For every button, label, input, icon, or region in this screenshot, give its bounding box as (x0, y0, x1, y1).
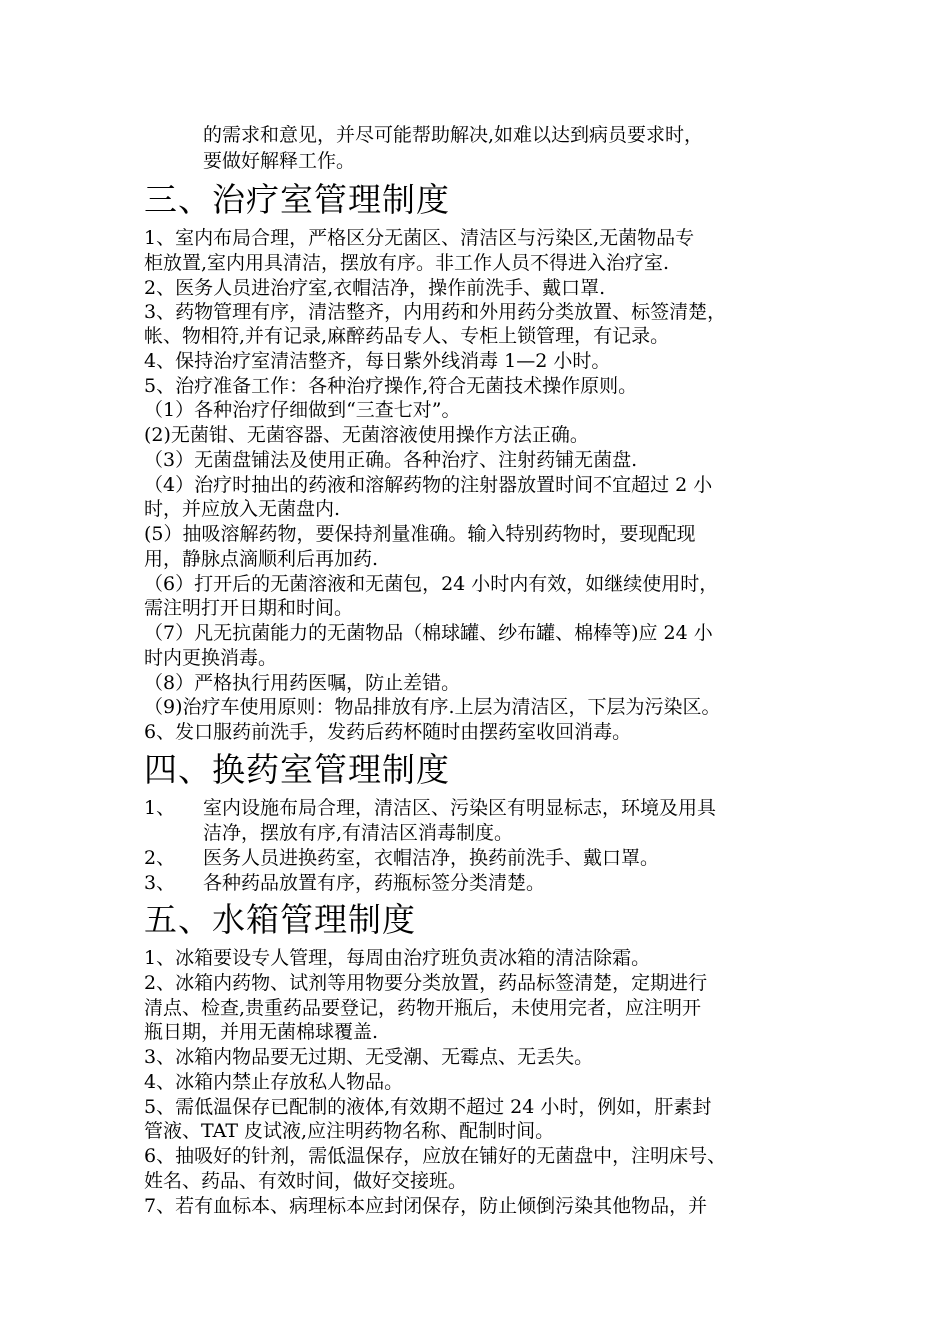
item-text: 室内设施布局合理，清洁区、污染区有明显标志，环境及用具 (203, 797, 717, 819)
section5-line: 7、若有血标本、病理标本应封闭保存，防止倾倒污染其他物品，并 (144, 1195, 708, 1217)
section3-line: 1、室内布局合理，严格区分无菌区、清洁区与污染区,无菌物品专 (144, 227, 695, 249)
item-text: 各种药品放置有序，药瓶标签分类清楚。 (203, 872, 546, 894)
item-number: 1、 (144, 797, 176, 819)
section5-line: 6、抽吸好的针剂，需低温保存，应放在铺好的无菌盘中，注明床号、 (144, 1145, 727, 1167)
section3-line: 2、医务人员进治疗室,衣帽洁净，操作前洗手、戴口罩. (144, 277, 606, 299)
section5-line: 5、需低温保存已配制的液体,有效期不超过 24 小时，例如，肝素封 (144, 1096, 712, 1118)
section3-line: （7）凡无抗菌能力的无菌物品（棉球罐、纱布罐、棉棒等)应 24 小 (144, 622, 713, 644)
section3-line: (2)无菌钳、无菌容器、无菌溶液使用操作方法正确。 (144, 424, 589, 446)
section3-line: （8）严格执行用药医嘱，防止差错。 (144, 672, 461, 694)
section5-line: 姓名、药品、有效时间，做好交接班。 (144, 1170, 468, 1192)
section3-line: (5）抽吸溶解药物，要保持剂量准确。输入特别药物时，要现配现 (144, 523, 696, 545)
section5-line: 2、冰箱内药物、试剂等用物要分类放置，药品标签清楚，定期进行 (144, 972, 708, 994)
section3-line: 用，静脉点滴顺利后再加药. (144, 548, 379, 570)
item-number: 3、 (144, 872, 176, 894)
section3-line: （6）打开后的无菌溶液和无菌包，24 小时内有效，如继续使用时， (144, 573, 719, 595)
section3-line: （1）各种治疗仔细做到“三查七对”。 (144, 399, 461, 421)
section-heading-dressing-room: 四、换药室管理制度 (144, 750, 450, 789)
section5-line: 管液、TAT 皮试液,应注明药物名称、配制时间。 (144, 1120, 555, 1142)
intro-line: 的需求和意见，并尽可能帮助解决,如难以达到病员要求时， (203, 124, 704, 146)
section5-line: 瓶日期，并用无菌棉球覆盖. (144, 1021, 379, 1043)
intro-line: 要做好解释工作。 (203, 150, 356, 172)
section3-line: 时内更换消毒。 (144, 647, 278, 669)
section4-item-continuation: 洁净，摆放有序,有清洁区消毒制度。 (203, 822, 514, 844)
section3-line: （4）治疗时抽出的药液和溶解药物的注射器放置时间不宜超过 2 小 (144, 474, 713, 496)
item-text: 医务人员进换药室，衣帽洁净，换药前洗手、戴口罩。 (203, 847, 660, 869)
section5-line: 3、冰箱内物品要无过期、无受潮、无霉点、无丢失。 (144, 1046, 594, 1068)
section3-line: 柜放置,室内用具清洁，摆放有序。非工作人员不得进入治疗室. (144, 252, 670, 274)
section-heading-refrigerator: 五、水箱管理制度 (144, 900, 416, 939)
section3-line: 时，并应放入无菌盘内. (144, 498, 341, 520)
section3-line: 6、发口服药前洗手，发药后药杯随时由摆药室收回消毒。 (144, 721, 632, 743)
section5-line: 清点、检查,贵重药品要登记，药物开瓶后，未使用完者，应注明开 (144, 997, 702, 1019)
section3-line: （3）无菌盘铺法及使用正确。各种治疗、注射药铺无菌盘. (144, 449, 638, 471)
section3-line: （9)治疗车使用原则：物品排放有序.上层为清洁区，下层为污染区。 (144, 696, 721, 718)
section5-line: 4、冰箱内禁止存放私人物品。 (144, 1071, 404, 1093)
section3-line: 需注明打开日期和时间。 (144, 597, 354, 619)
section3-line: 4、保持治疗室清洁整齐，每日紫外线消毒 1—2 小时。 (144, 350, 611, 372)
section5-line: 1、冰箱要设专人管理，每周由治疗班负责冰箱的清洁除霜。 (144, 947, 651, 969)
item-number: 2、 (144, 847, 176, 869)
section3-line: 3、药物管理有序，清洁整齐，内用药和外用药分类放置、标签清楚， (144, 301, 727, 323)
section3-line: 5、治疗准备工作：各种治疗操作,符合无菌技术操作原则。 (144, 375, 638, 397)
section3-line: 帐、物相符,并有记录,麻醉药品专人、专柜上锁管理，有记录。 (144, 325, 670, 347)
section-heading-treatment-room: 三、治疗室管理制度 (144, 180, 450, 219)
